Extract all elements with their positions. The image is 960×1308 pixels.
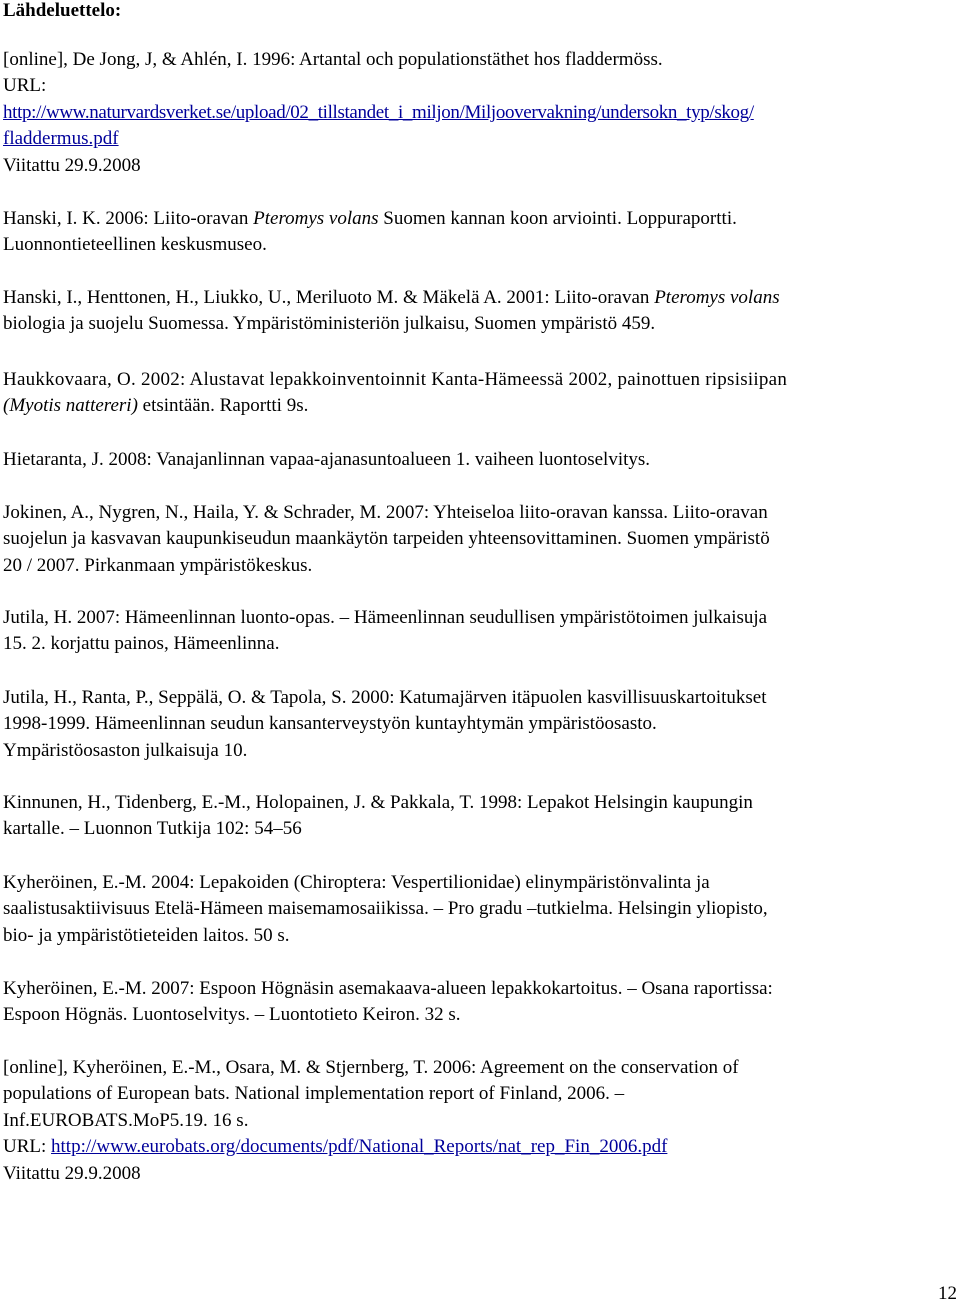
reference-kyheroinen-2006 xyxy=(3,1055,958,1187)
reference-line: Hanski, I., Henttonen, H., Liukko, U., Meriluoto M. & Mäkelä A. 2001: Liito-oravan Pteromys volans xyxy=(3,287,780,308)
reference-line: (Myotis nattereri) etsintään. Raportti 9s. xyxy=(3,395,309,417)
reference-line: 20 / 2007. Pirkanmaan ympäristökeskus. xyxy=(3,554,313,576)
reference-line: Inf.EUROBATS.MoP5.19. 16 s. xyxy=(3,1109,249,1131)
reference-line: Kinnunen, H., Tidenberg, E.-M., Holopainen, J. & Pakkala, T. 1998: Lepakot Helsingin kaupungin xyxy=(3,792,753,813)
reference-line: suojelun ja kasvavan kaupunkiseudun maankäytön tarpeiden yhteensovittaminen. Suomen ympäristö xyxy=(3,528,770,550)
reference-line: Hietaranta, J. 2008: Vanajanlinnan vapaa-ajanasuntoalueen 1. vaiheen luontoselvitys. xyxy=(3,449,651,470)
url-line xyxy=(3,1134,958,1160)
reference-line: 15. 2. korjattu painos, Hämeenlinna. xyxy=(3,633,280,655)
reference-line: [online], De Jong, J, & Ahlén, I. 1996: Artantal och populationstäthet hos fladdermöss. xyxy=(3,49,663,70)
reference-line: [online], Kyheröinen, E.-M., Osara, M. & Stjernberg, T. 2006: Agreement on the conservation of xyxy=(3,1057,739,1078)
reference-line: Jutila, H. 2007: Hämeenlinnan luonto-opas. – Hämeenlinnan seudullisen ympäristötoimen julkaisuja xyxy=(3,607,768,628)
reference-hanski-2001 xyxy=(3,285,958,338)
reference-line: Jokinen, A., Nygren, N., Haila, Y. & Schrader, M. 2007: Yhteiseloa liito-oravan kanssa. Liito-oravan xyxy=(3,502,768,523)
reference-line: Kyheröinen, E.-M. 2007: Espoon Högnäsin asemakaava-alueen lepakkokartoitus. – Osana raportissa: xyxy=(3,978,773,999)
reference-line: biologia ja suojelu Suomessa. Ympäristöministeriön julkaisu, Suomen ympäristö 459. xyxy=(3,313,656,335)
cited-date: Viitattu 29.9.2008 xyxy=(3,154,141,176)
url-label: URL: xyxy=(3,1136,52,1158)
reference-kinnunen xyxy=(3,790,958,843)
reference-line: Hanski, I. K. 2006: Liito-oravan Pteromys volans Suomen kannan koon arviointi. Loppuraportti. xyxy=(3,208,737,229)
reference-jutila-2007 xyxy=(3,605,958,658)
reference-line: Luonnontieteellinen keskusmuseo. xyxy=(3,234,267,256)
reference-line: Kyheröinen, E.-M. 2004: Lepakoiden (Chiroptera: Vespertilionidae) elinympäristönvalinta ja xyxy=(3,872,710,893)
reference-line: Espoon Högnäs. Luontoselvitys. – Luontotieto Keiron. 32 s. xyxy=(3,1004,461,1026)
reference-link[interactable]: http://www.naturvardsverket.se/upload/02_tillstandet_i_miljon/Miljoovervakning/undersokn_typ/skog/ xyxy=(3,101,754,123)
reference-kyheroinen-2004 xyxy=(3,870,958,949)
reference-line: populations of European bats. National implementation report of Finland, 2006. – xyxy=(3,1083,625,1105)
reference-line: saalistusaktiivisuus Etelä-Hämeen maisemamosaiikissa. – Pro gradu –tutkielma. Helsingin yliopisto, xyxy=(3,898,768,920)
species-name: Pteromys volans xyxy=(654,287,780,308)
reference-kyheroinen-2007 xyxy=(3,976,958,1029)
species-name: Pteromys volans xyxy=(253,208,379,229)
reference-jokinen xyxy=(3,500,958,579)
reference-jutila-2000 xyxy=(3,685,958,764)
page-number: 12 xyxy=(938,1283,957,1304)
cited-date: Viitattu 29.9.2008 xyxy=(3,1162,141,1184)
reference-link-continued[interactable]: fladdermus.pdf xyxy=(3,128,119,150)
reference-line: 1998-1999. Hämeenlinnan seudun kansanterveystyön kuntayhtymän ympäristöosasto. xyxy=(3,713,657,735)
reference-link[interactable]: http://www.eurobats.org/documents/pdf/National_Reports/nat_rep_Fin_2006.pdf xyxy=(51,1136,668,1158)
url-label: URL: xyxy=(3,75,47,97)
reference-dejong xyxy=(3,47,958,179)
reference-line: Ympäristöosaston julkaisuja 10. xyxy=(3,739,248,761)
reference-line: Haukkovaara, O. 2002: Alustavat lepakkoinventoinnit Kanta-Hämeessä 2002, painottuen ripsisiipan xyxy=(3,369,788,390)
species-name: (Myotis nattereri) xyxy=(3,395,138,417)
references-heading: Lähdeluettelo: xyxy=(3,0,122,21)
reference-haukkovaara xyxy=(3,367,958,420)
reference-line: Jutila, H., Ranta, P., Seppälä, O. & Tapola, S. 2000: Katumajärven itäpuolen kasvillisuuskartoitukset xyxy=(3,687,767,708)
reference-line: kartalle. – Luonnon Tutkija 102: 54–56 xyxy=(3,818,302,840)
reference-line: bio- ja ympäristötieteiden laitos. 50 s. xyxy=(3,924,290,946)
reference-hietaranta xyxy=(3,447,958,473)
reference-hanski-2006 xyxy=(3,206,958,259)
